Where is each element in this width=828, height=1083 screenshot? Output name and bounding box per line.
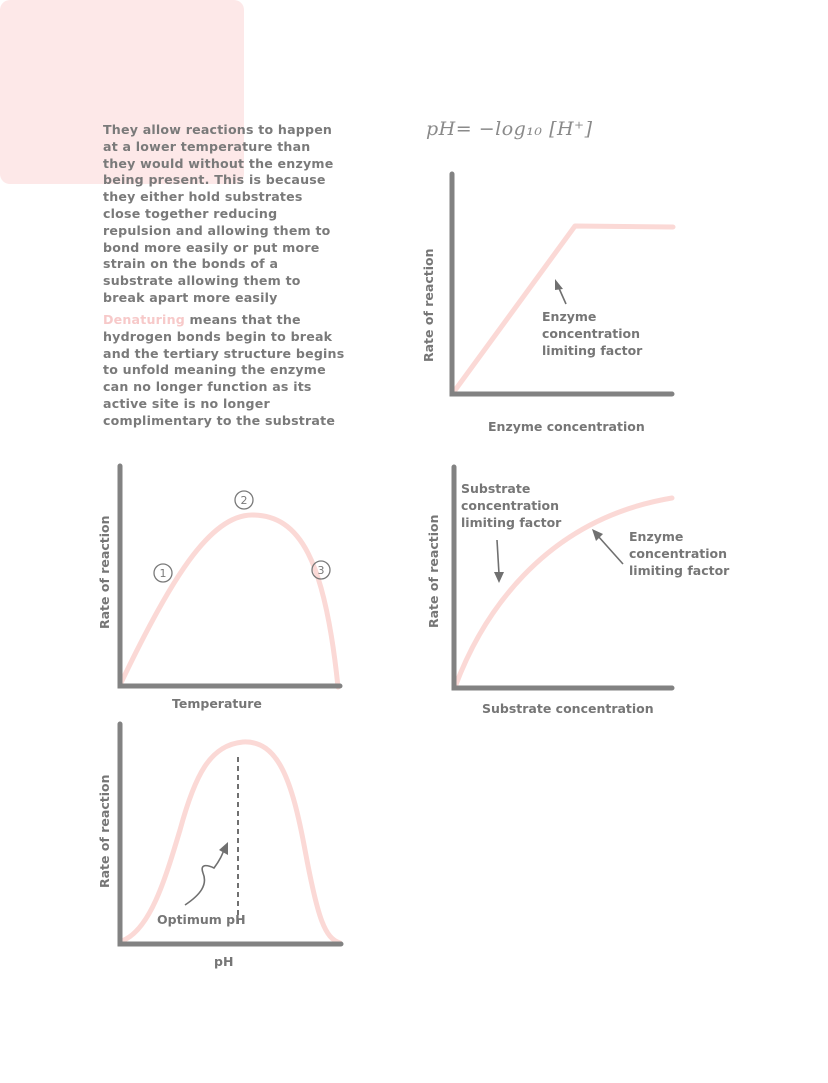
enzyme-graph-ylabel: Rate of reaction (421, 248, 436, 362)
denaturing-term: Denaturing (103, 312, 185, 327)
ph-formula: pH= −log₁₀ [H⁺] (426, 118, 593, 140)
substrate-right-arrow (598, 536, 623, 564)
substrate-graph-ylabel: Rate of reaction (426, 514, 441, 628)
marker-1-label: 1 (159, 567, 167, 580)
substrate-left-arrow (497, 540, 499, 574)
substrate-right-annotation-line2: concentration (629, 546, 728, 561)
enzyme-annotation-line2: concentration (542, 326, 641, 341)
ph-graph-ylabel: Rate of reaction (97, 774, 112, 888)
enzyme-effect-note: They allow reactions to happen at a lower temperature than they would without the enzyme being present. This is because they either hold substrates close together reducing repulsion and allowing them to bond more easily or put more strain on the bonds of a substrate allowing them to break apart more easily (103, 122, 334, 305)
substrate-left-annotation-line1: Substrate (461, 481, 531, 496)
enzyme-graph-xlabel: Enzyme concentration (488, 419, 645, 434)
substrate-graph-xlabel: Substrate concentration (482, 701, 654, 716)
substrate-concentration-graph (426, 467, 730, 716)
temperature-graph-xlabel: Temperature (172, 696, 262, 711)
marker-2-label: 2 (240, 494, 248, 507)
enzyme-concentration-graph (421, 174, 673, 434)
enzyme-y-axis (452, 174, 672, 394)
substrate-right-annotation-line1: Enzyme (629, 529, 684, 544)
temperature-graph (97, 466, 340, 711)
optimum-ph-squiggle-arrow (185, 850, 224, 905)
enzyme-annotation-line3: limiting factor (542, 343, 643, 358)
marker-3-label: 3 (317, 564, 325, 577)
substrate-left-annotation-line2: concentration (461, 498, 560, 513)
enzyme-annotation-arrowhead (555, 279, 563, 290)
optimum-ph-label: Optimum pH (157, 912, 246, 927)
enzyme-annotation-line1: Enzyme (542, 309, 597, 324)
ph-graph-xlabel: pH (214, 954, 234, 969)
temperature-graph-ylabel: Rate of reaction (97, 515, 112, 629)
substrate-right-annotation-line3: limiting factor (629, 563, 730, 578)
ph-graph (97, 724, 341, 969)
temperature-axes (120, 466, 340, 686)
substrate-left-annotation-line3: limiting factor (461, 515, 562, 530)
denaturing-text: means that the hydrogen bonds begin to break and the tertiary structure begins to unfold meaning the enzyme can no longer function as its active site is no longer complimentary to the substrate (103, 312, 345, 428)
substrate-left-arrowhead (494, 572, 504, 583)
temperature-rate-curve (120, 515, 338, 687)
